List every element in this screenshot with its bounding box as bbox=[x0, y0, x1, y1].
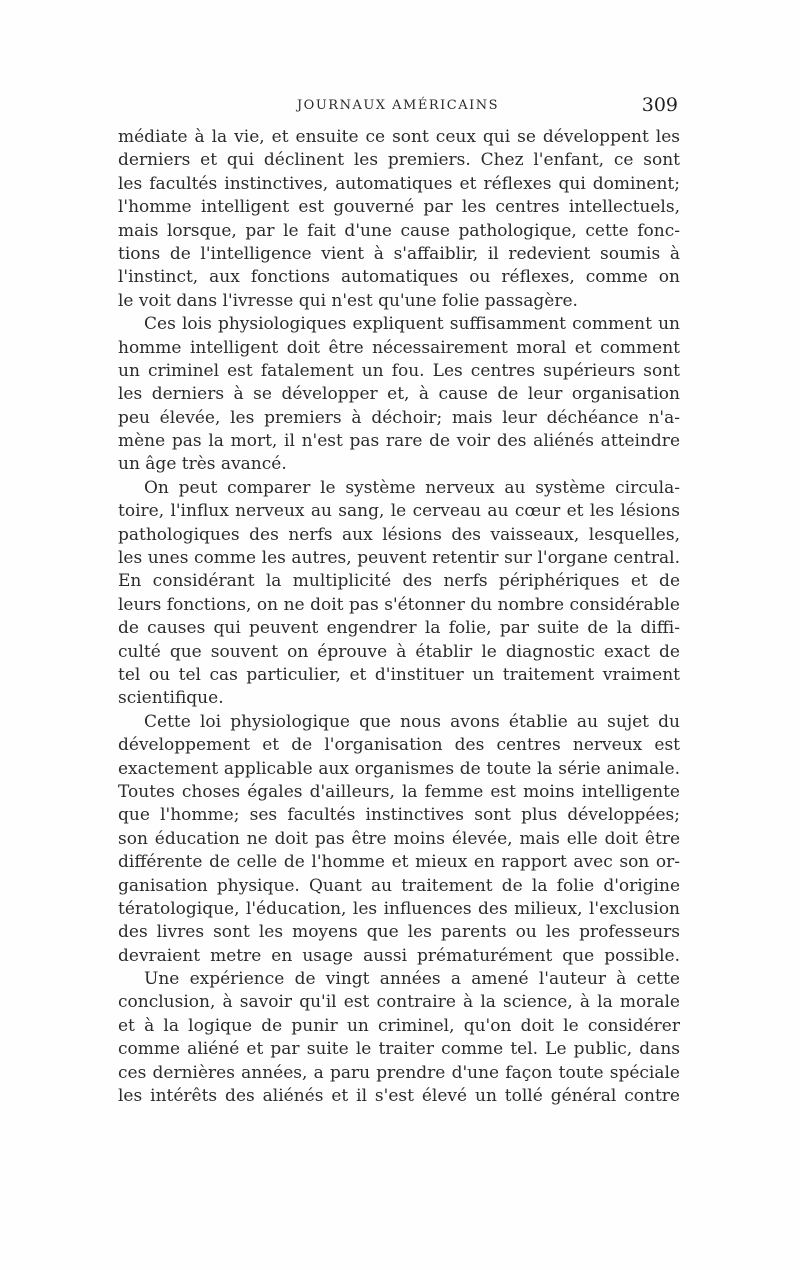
text-line: médiate à la vie, et ensuite ce sont ceux qui se développent les bbox=[118, 127, 680, 147]
body-text bbox=[118, 126, 680, 1108]
text-line: un criminel est fatalement un fou. Les centres supérieurs sont bbox=[118, 360, 680, 381]
text-line: tératologique, l'éducation, les influences des milieux, l'exclusion bbox=[118, 898, 680, 919]
text-line: un âge très avancé. bbox=[118, 454, 287, 475]
page-number: 309 bbox=[641, 94, 678, 116]
text-line: peu élevée, les premiers à déchoir; mais leur déchéance n'a- bbox=[118, 407, 680, 428]
text-line: différente de celle de l'homme et mieux en rapport avec son or- bbox=[118, 852, 680, 873]
text-line: pathologiques des nerfs aux lésions des vaisseaux, lesquelles, bbox=[118, 524, 680, 545]
text-line: devraient metre en usage aussi prématurément que possible. bbox=[118, 945, 680, 966]
text-line: Cette loi physiologique que nous avons établie au sujet du bbox=[144, 711, 680, 732]
text-line: Toutes choses égales d'ailleurs, la femme est moins intelligente bbox=[118, 781, 680, 802]
text-line: que l'homme; ses facultés instinctives sont plus développées; bbox=[118, 805, 680, 826]
text-line: l'instinct, aux fonctions automatiques ou réflexes, comme on bbox=[118, 267, 680, 288]
text-line: On peut comparer le système nerveux au système circula- bbox=[144, 477, 680, 498]
text-line: conclusion, à savoir qu'il est contraire à la science, à la morale bbox=[118, 992, 680, 1013]
text-line: ganisation physique. Quant au traitement de la folie d'origine bbox=[118, 875, 680, 896]
text-line: le voit dans l'ivresse qui n'est qu'une folie passagère. bbox=[118, 290, 578, 311]
text-line: exactement applicable aux organismes de toute la série animale. bbox=[118, 758, 680, 779]
text-line: scientifique. bbox=[118, 688, 224, 709]
text-line: homme intelligent doit être nécessairement moral et comment bbox=[118, 337, 680, 358]
text-line: son éducation ne doit pas être moins élevée, mais elle doit être bbox=[118, 828, 680, 849]
text-line: Ces lois physiologiques expliquent suffisamment comment un bbox=[144, 314, 680, 335]
text-line: mais lorsque, par le fait d'une cause pathologique, cette fonc- bbox=[118, 220, 680, 241]
text-line: des livres sont les moyens que les parents ou les professeurs bbox=[118, 922, 680, 943]
text-line: développement et de l'organisation des centres nerveux est bbox=[118, 735, 680, 756]
text-line: les facultés instinctives, automatiques et réflexes qui dominent; bbox=[118, 173, 680, 194]
text-line: culté que souvent on éprouve à établir le diagnostic exact de bbox=[118, 641, 680, 662]
text-line: Une expérience de vingt années a amené l'auteur à cette bbox=[144, 969, 680, 990]
page-header bbox=[118, 94, 678, 122]
text-line: tel ou tel cas particulier, et d'instituer un traitement vraiment bbox=[118, 664, 680, 685]
text-line: mène pas la mort, il n'est pas rare de voir des aliénés atteindre bbox=[118, 431, 680, 452]
text-line: les unes comme les autres, peuvent retentir sur l'organe central. bbox=[118, 548, 680, 569]
text-line: En considérant la multiplicité des nerfs périphériques et de bbox=[118, 571, 680, 592]
text-line: derniers et qui déclinent les premiers. Chez l'enfant, ce sont bbox=[118, 150, 680, 171]
text-line: toire, l'influx nerveux au sang, le cerveau au cœur et les lésions bbox=[118, 501, 680, 522]
running-title: JOURNAUX AMÉRICAINS bbox=[296, 98, 500, 113]
text-line: de causes qui peuvent engendrer la folie, par suite de la diffi- bbox=[118, 618, 680, 639]
text-line: comme aliéné et par suite le traiter comme tel. Le public, dans bbox=[118, 1039, 680, 1060]
text-line: tions de l'intelligence vient à s'affaiblir, il redevient soumis à bbox=[118, 243, 680, 264]
text-line: leurs fonctions, on ne doit pas s'étonner du nombre considérable bbox=[118, 594, 680, 615]
text-line: les derniers à se développer et, à cause de leur organisation bbox=[118, 384, 680, 405]
text-line: l'homme intelligent est gouverné par les centres intellectuels, bbox=[118, 197, 680, 218]
text-line: ces dernières années, a paru prendre d'une façon toute spéciale bbox=[118, 1062, 680, 1083]
text-line: les intérêts des aliénés et il s'est élevé un tollé général contre bbox=[118, 1086, 680, 1107]
text-line: et à la logique de punir un criminel, qu'on doit le considérer bbox=[118, 1015, 680, 1036]
